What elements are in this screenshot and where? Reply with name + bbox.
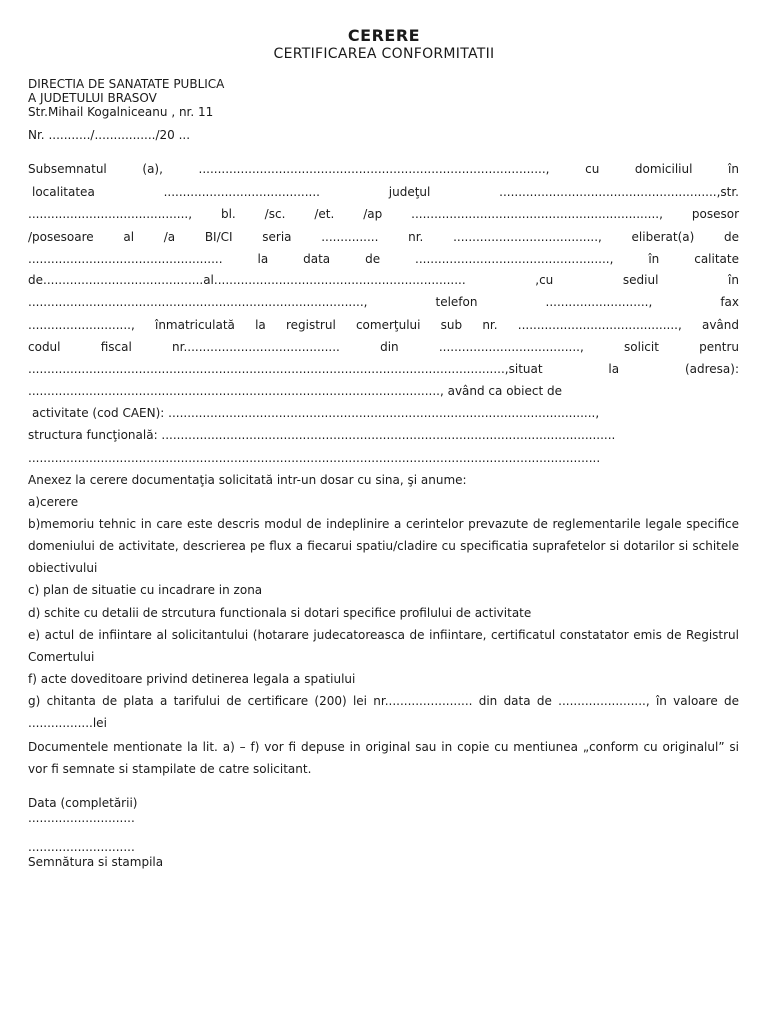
address-line-3: Str.Mihail Kogalniceanu , nr. 11 bbox=[28, 105, 214, 119]
recipient-address bbox=[28, 77, 224, 119]
form-line: ................................................... la data de ..................................................., în calitate bbox=[28, 252, 739, 266]
annex-intro: Anexez la cerere documentaţia solicitată intr-un dosar cu sina, şi anume: bbox=[28, 473, 467, 487]
address-line-1: DIRECTIA DE SANATATE PUBLICA bbox=[28, 77, 225, 91]
form-line: .........................................., bl. /sc. /et. /ap ................................................................., posesor bbox=[28, 207, 739, 221]
form-line: /posesoare al /a BI/CI seria ............... nr. ......................................, eliberat(a) de bbox=[28, 230, 739, 244]
form-line: Subsemnatul (a), ..........................................................................................., cu domiciliul în bbox=[28, 162, 739, 176]
form-line: ..........................., înmatriculată la registrul comerţului sub nr. .........................................., având bbox=[28, 318, 739, 332]
signature-field: ............................ bbox=[28, 840, 135, 854]
form-line: structura funcţională: ....................................................................................................................... bbox=[28, 428, 616, 442]
annex-item-c: c) plan de situatie cu incadrare in zona bbox=[28, 583, 263, 597]
document-title: CERERE bbox=[347, 26, 421, 45]
date-field: ............................ bbox=[28, 811, 135, 825]
annex-item-f: f) acte doveditoare privind detinerea legala a spatiului bbox=[28, 672, 356, 686]
annex-note: Documentele mentionate la lit. a) – f) vor fi depuse in original sau in copie cu mentiunea „conform cu originalul” si vor fi semnate si stampilate de catre solicitant. bbox=[28, 740, 739, 776]
annex-item-b: b)memoriu tehnic in care este descris modul de indeplinire a cerintelor prevazute de reglementarile legale specifice domeniului de activitate, descrierea pe flux a fiecarui spatiu/cladire cu specificatia suprafetelor si dotarilor si schitele obiectivului bbox=[28, 517, 739, 575]
signature-label: Semnătura si stampila bbox=[28, 855, 164, 869]
form-line: ............................................................................................................, având ca obiect de bbox=[28, 384, 562, 398]
form-line: de..........................................al.................................................................. ,cu sediul în bbox=[28, 273, 739, 287]
annex-item-d: d) schite cu detalii de strcutura functionala si dotari specifice profilului de activitate bbox=[28, 606, 532, 620]
form-line: ........................................................................................, telefon ..........................., fax bbox=[28, 295, 739, 309]
address-line-2: A JUDETULUI BRASOV bbox=[28, 91, 157, 105]
form-line: .............................................................................................................................,situat la (adresa): bbox=[28, 362, 739, 376]
form-line: localitatea ......................................... judeţul .........................................................,str. bbox=[32, 185, 739, 199]
form-line: ...................................................................................................................................................... bbox=[28, 451, 601, 465]
annex-item-a: a)cerere bbox=[28, 495, 79, 509]
date-label: Data (completării) bbox=[28, 796, 138, 810]
annex-item-e: e) actul de infiintare al solicitantului (hotarare judecatoreasca de infiintare, certificatul constatator emis de Registrul Comertului bbox=[28, 628, 739, 664]
form-line: activitate (cod CAEN): ................................................................................................................, bbox=[32, 406, 600, 420]
annex-item-g: g) chitanta de plata a tarifului de certificare (200) lei nr....................... din data de ......................., în valoare de .................lei bbox=[28, 694, 739, 730]
form-line: codul fiscal nr......................................... din ....................................., solicit pentru bbox=[28, 340, 739, 354]
document-subtitle: CERTIFICAREA CONFORMITATII bbox=[273, 46, 495, 62]
registration-number: Nr. .........../................/20 ... bbox=[28, 128, 191, 142]
